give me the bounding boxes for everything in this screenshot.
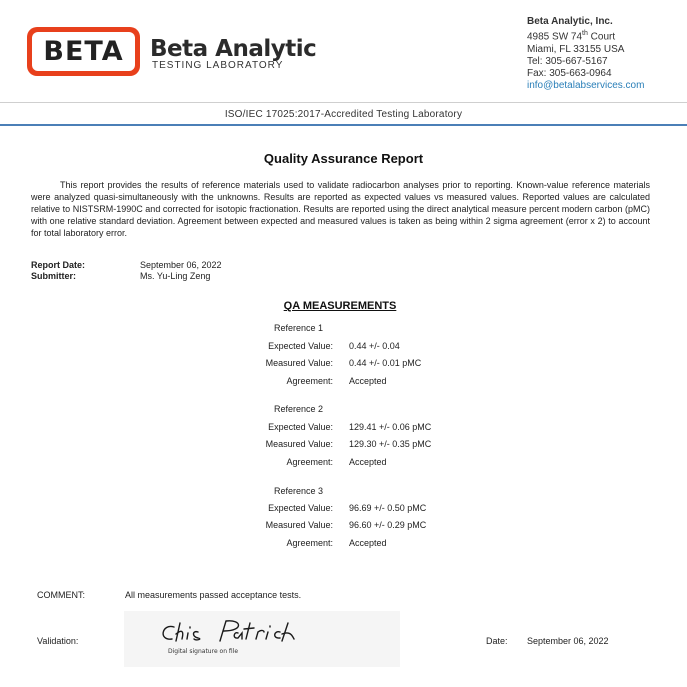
address-street-number: 4985 SW 74 (527, 31, 583, 43)
company-name: Beta Analytic, Inc. (527, 16, 613, 27)
reference-1-expected-label: Expected Value: (268, 341, 333, 351)
reference-3-expected-label: Expected Value: (268, 503, 333, 513)
reference-1-title: Reference 1 (274, 323, 324, 333)
footer-date-value: September 06, 2022 (527, 636, 609, 646)
reference-1-agreement-value: Accepted (349, 376, 387, 386)
reference-3-agreement-value: Accepted (349, 538, 387, 548)
brand-subtitle: TESTING LABORATORY (152, 60, 284, 71)
reference-3-title: Reference 3 (274, 486, 324, 496)
reference-2-agreement-value: Accepted (349, 457, 387, 467)
comment-value: All measurements passed acceptance tests. (125, 590, 302, 600)
beta-logo-inner (32, 32, 135, 71)
reference-3-agreement-label: Agreement: (286, 538, 333, 548)
handwritten-signature (154, 617, 354, 649)
company-address (527, 16, 644, 93)
address-street-suffix: th (582, 30, 588, 38)
report-date-value: September 06, 2022 (140, 260, 222, 270)
beta-logo (27, 27, 140, 76)
reference-2-measured-label: Measured Value: (265, 439, 333, 449)
reference-2-expected-label: Expected Value: (268, 422, 333, 432)
brand-name: Beta Analytic (150, 36, 317, 62)
signature-block (124, 611, 400, 667)
validation-label: Validation: (37, 636, 79, 646)
reference-1-expected-value: 0.44 +/- 0.04 (349, 341, 400, 351)
logo-text: BETA (43, 36, 124, 67)
address-street (527, 28, 644, 44)
footer-date-label: Date: (486, 636, 508, 646)
address-fax: Fax: 305-663-0964 (527, 68, 612, 80)
reference-2-expected-value: 129.41 +/- 0.06 pMC (349, 422, 432, 432)
submitter-label: Submitter: (31, 271, 76, 281)
address-email[interactable]: info@betalabservices.com (527, 80, 645, 92)
report-date-label: Report Date: (31, 260, 86, 270)
reference-2-title: Reference 2 (274, 404, 324, 414)
submitter-value: Ms. Yu-Ling Zeng (140, 271, 211, 281)
reference-2-measured-value: 129.30 +/- 0.35 pMC (349, 439, 432, 449)
header-divider (0, 102, 687, 103)
reference-1-measured-value: 0.44 +/- 0.01 pMC (349, 358, 422, 368)
signature-caption: Digital signature on file (168, 648, 239, 655)
accent-divider (0, 124, 687, 126)
comment-label: COMMENT: (37, 590, 85, 600)
reference-3-measured-value: 96.60 +/- 0.29 pMC (349, 520, 427, 530)
reference-3-expected-value: 96.69 +/- 0.50 pMC (349, 503, 427, 513)
qa-heading: QA MEASUREMENTS (283, 300, 397, 312)
reference-1-measured-label: Measured Value: (265, 358, 333, 368)
accreditation-line: ISO/IEC 17025:2017-Accredited Testing Laboratory (224, 109, 463, 120)
reference-3-measured-label: Measured Value: (265, 520, 333, 530)
reference-1-agreement-label: Agreement: (286, 376, 333, 386)
address-city: Miami, FL 33155 USA (527, 43, 625, 55)
address-street-name: Court (587, 31, 616, 43)
report-title: Quality Assurance Report (263, 151, 424, 166)
report-intro: This report provides the results of reference materials used to validate radiocarbon analyses prior to reporting. Known-value reference materials were analyzed quasi-simultaneously with the unknowns. Results are reported as expected values vs measured values. Reported values are calculated relative to NISTSRM-1990C and corrected for isotopic fractionation. Results are reported using the direct analytical measure percent modern carbon (pMC) with one relative standard deviation. Agreement between expected and measured values is taken as being within 2 sigma agreement (error x 2) to account for total laboratory error. (31, 180, 650, 238)
address-tel: Tel: 305-667-5167 (527, 55, 608, 67)
reference-2-agreement-label: Agreement: (286, 457, 333, 467)
